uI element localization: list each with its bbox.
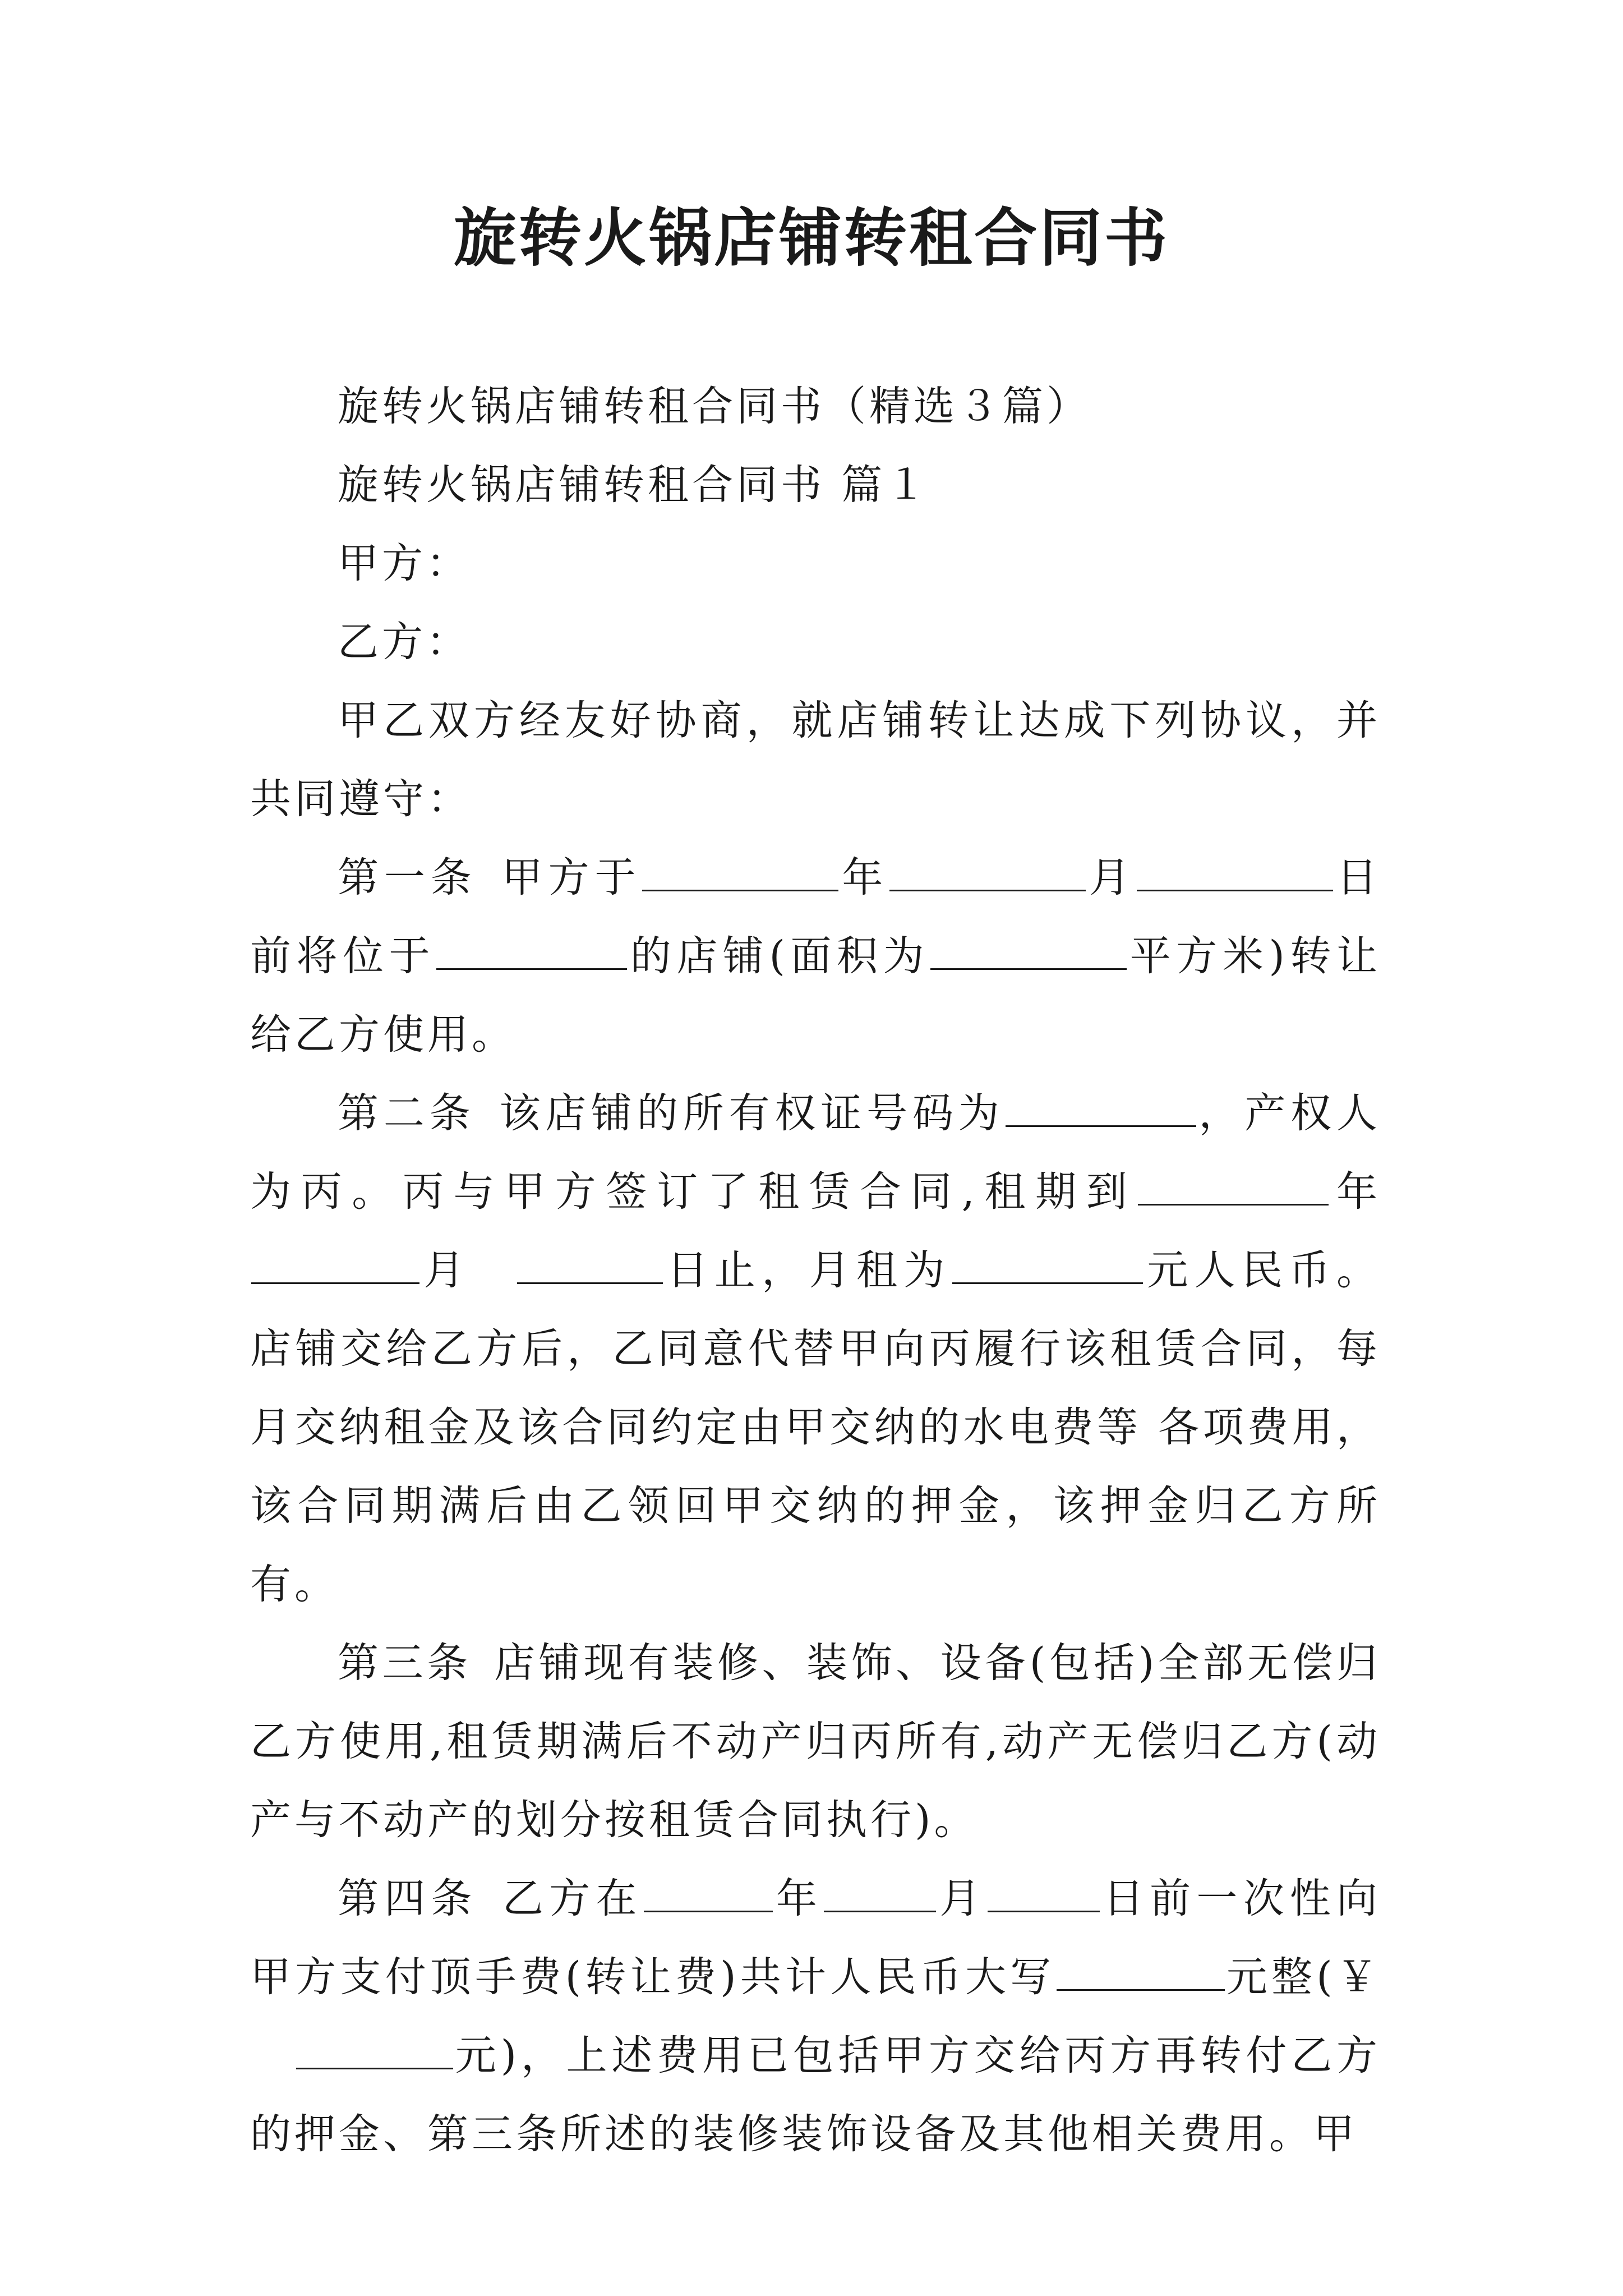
- blank-field[interactable]: [1138, 1168, 1329, 1205]
- article-1: 第一条 甲方于 年 月 日前将位于 的店铺(面积为 平方米)转让给乙方使用。: [250, 854, 1381, 1059]
- article-3: 第三条 店铺现有装修、装饰、设备(包括)全部无偿归乙方使用,租赁期满后不动产归丙所有,动产无偿归乙方(动产与不动产的划分按租赁合同执行)。: [250, 1639, 1381, 1844]
- article-4: 第四条 乙方在 年 月 日前一次性向甲方支付顶手费(转让费)共计人民币大写 元整(￥元)，上述费用已包括甲方交给丙方再转付乙方的押金、第三条所述的装修装饰设备及其他相关费用。甲: [250, 1875, 1381, 2158]
- party-b-line: 乙方：: [338, 618, 471, 666]
- section-heading: 旋转火锅店铺转租合同书 篇１: [338, 461, 930, 509]
- intro-paragraph: 甲乙双方经友好协商，就店铺转让达成下列协议，并共同遵守：: [250, 697, 1381, 823]
- blank-field[interactable]: [889, 854, 1086, 891]
- blank-field[interactable]: [517, 1246, 663, 1284]
- blank-field[interactable]: [1137, 854, 1333, 891]
- blank-field[interactable]: [952, 1246, 1143, 1284]
- document-body: [250, 367, 1381, 2174]
- document-subtitle: 旋转火锅店铺转租合同书（精选３篇）: [338, 383, 1091, 430]
- blank-field[interactable]: [251, 1246, 419, 1284]
- article-2: 第二条 该店铺的所有权证号码为 ，产权人为丙。丙与甲方签订了租赁合同,租期到 年月 日止，月租为 元人民币。店铺交给乙方后，乙同意代替甲向丙履行该租赁合同，每月交纳租金及该合同约定由甲交纳的水电费等 各项费用，该合同期满后由乙领回甲交纳的押金，该押金归乙方所有。: [250, 1089, 1381, 1608]
- article-4-lead: 第四条: [338, 1875, 478, 1922]
- blank-field[interactable]: [436, 932, 627, 970]
- blank-field[interactable]: [644, 1875, 773, 1912]
- article-3-lead: 第三条: [338, 1639, 472, 1687]
- article-1-lead: 第一条: [338, 854, 477, 901]
- blank-field[interactable]: [930, 932, 1127, 970]
- blank-field[interactable]: [1057, 1953, 1225, 1991]
- blank-field[interactable]: [296, 2032, 453, 2069]
- blank-field[interactable]: [824, 1875, 936, 1912]
- party-a-line: 甲方：: [338, 540, 471, 587]
- blank-field[interactable]: [642, 854, 838, 891]
- blank-field[interactable]: [1006, 1089, 1196, 1127]
- document-title: 旋转火锅店铺转租合同书: [454, 201, 1169, 275]
- blank-field[interactable]: [988, 1875, 1100, 1912]
- article-2-lead: 第二条: [338, 1089, 476, 1137]
